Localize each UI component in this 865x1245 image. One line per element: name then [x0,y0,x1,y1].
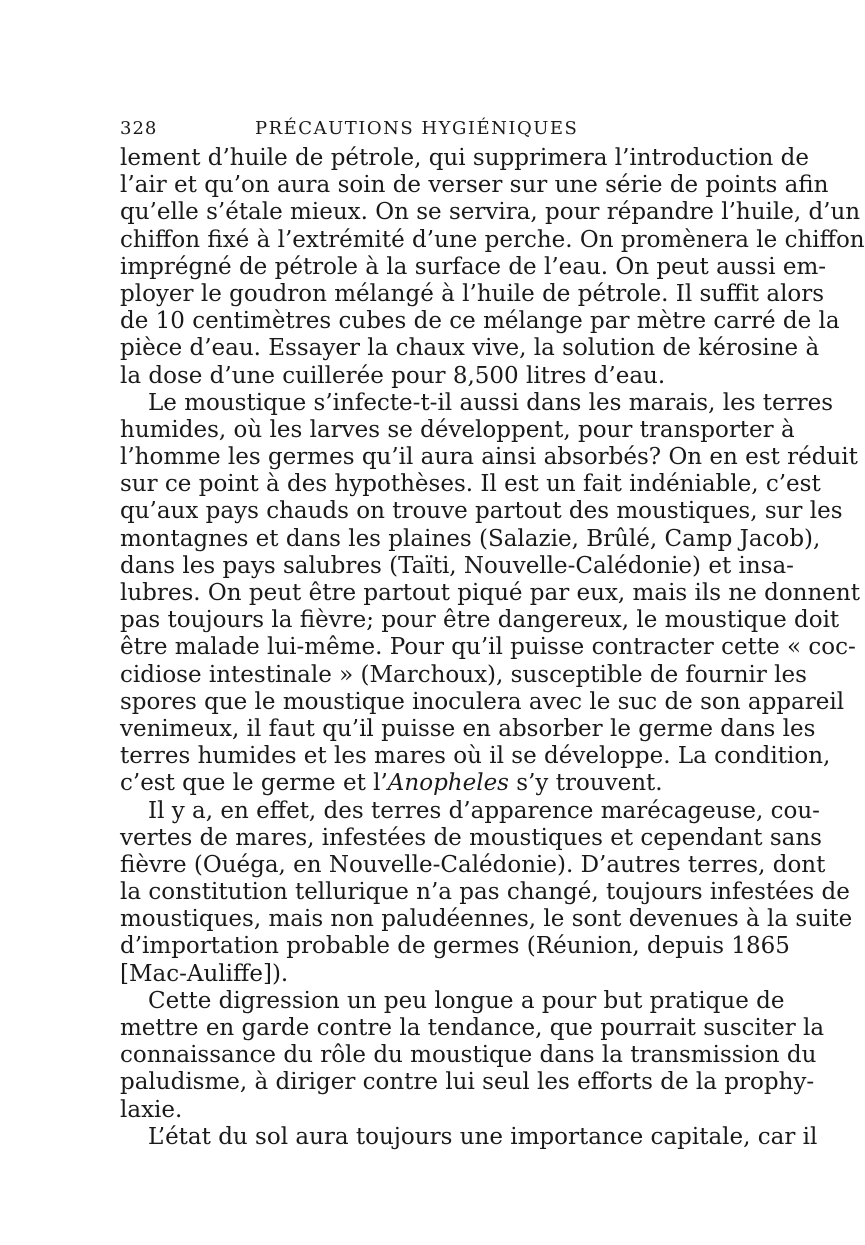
text-line: la dose d’une cuillerée pour 8,500 litres d’eau. [120,362,666,389]
text-line: Il y a, en effet, des terres d’apparence marécageuse, cou- [148,797,820,824]
page-number: 328 [120,118,158,139]
text-line: l’air et qu’on aura soin de verser sur une série de points afin [120,172,829,199]
page-header [120,118,680,148]
running-head: PRÉCAUTIONS HYGIÉNIQUES [255,118,579,139]
text-line: être malade lui-même. Pour qu’il puisse contracter cette « coc- [120,634,856,661]
text-line: ployer le goudron mélangé à l’huile de pétrole. Il suffit alors [120,280,825,307]
text-line: mettre en garde contre la tendance, que pourrait susciter la [120,1015,825,1041]
text-line: Le moustique s’infecte-t-il aussi dans les marais, les terres [148,389,834,416]
text-line: l’homme les germes qu’il aura ainsi absorbés? On en est réduit [120,444,858,471]
anopheles-term: Anopheles [387,770,509,797]
text-line: terres humides et les mares où il se développe. La condition, [120,743,831,770]
text-line: sur ce point à des hypothèses. Il est un fait indéniable, c’est [120,471,821,498]
text-line: qu’aux pays chauds on trouve partout des moustiques, sur les [120,498,843,525]
text-line: pièce d’eau. Essayer la chaux vive, la solution de kérosine à [120,335,820,362]
body-text [120,145,865,1151]
text-line: pas toujours la fièvre; pour être dangereux, le moustique doit [120,607,840,634]
text-line: L’état du sol aura toujours une importance capitale, car il [148,1123,818,1150]
text-line: [Mac-Auliffe]). [120,960,289,987]
text-line: vertes de mares, infestées de moustiques et cependant sans [120,824,822,851]
text-line: imprégné de pétrole à la surface de l’eau. On peut aussi em- [120,253,827,280]
text-line: lubres. On peut être partout piqué par eux, mais ils ne donnent [120,580,860,606]
text-line: moustiques, mais non paludéennes, le sont devenues à la suite [120,906,853,933]
text-line: humides, où les larves se développent, pour transporter à [120,416,795,443]
text-line: venimeux, il faut qu’il puisse en absorber le germe dans les [120,715,816,742]
text-line: spores que le moustique inoculera avec le suc de son appareil [120,688,845,715]
text-line-tail: s’y trouvent. [509,770,663,797]
text-line: Cette digression un peu longue a pour but pratique de [148,987,785,1014]
text-line: connaissance du rôle du moustique dans la transmission du [120,1042,817,1069]
text-line: montagnes et dans les plaines (Salazie, Brûlé, Camp Jacob), [120,525,821,552]
text-line: chiffon fixé à l’extrémité d’une perche. On promènera le chiffon [120,226,865,253]
text-line: d’importation probable de germes (Réunion, depuis 1865 [120,933,790,960]
text-line-head: c’est que le germe et l’ [120,770,388,797]
text-line: dans les pays salubres (Taïti, Nouvelle-Calédonie) et insa- [120,552,794,579]
text-line: lement d’huile de pétrole, qui supprimera l’introduction de [120,145,810,171]
text-line [120,770,680,797]
text-line: de 10 centimètres cubes de ce mélange par mètre carré de la [120,308,840,335]
text-line: paludisme, à diriger contre lui seul les efforts de la prophy- [120,1069,815,1096]
text-line: la constitution tellurique n’a pas changé, toujours infestées de [120,879,850,906]
text-line: cidiose intestinale » (Marchoux), susceptible de fournir les [120,661,807,688]
text-line: fièvre (Ouéga, en Nouvelle-Calédonie). D’autres terres, dont [120,851,826,878]
text-line: laxie. [120,1096,183,1123]
text-line: qu’elle s’étale mieux. On se servira, pour répandre l’huile, d’un [120,199,861,226]
